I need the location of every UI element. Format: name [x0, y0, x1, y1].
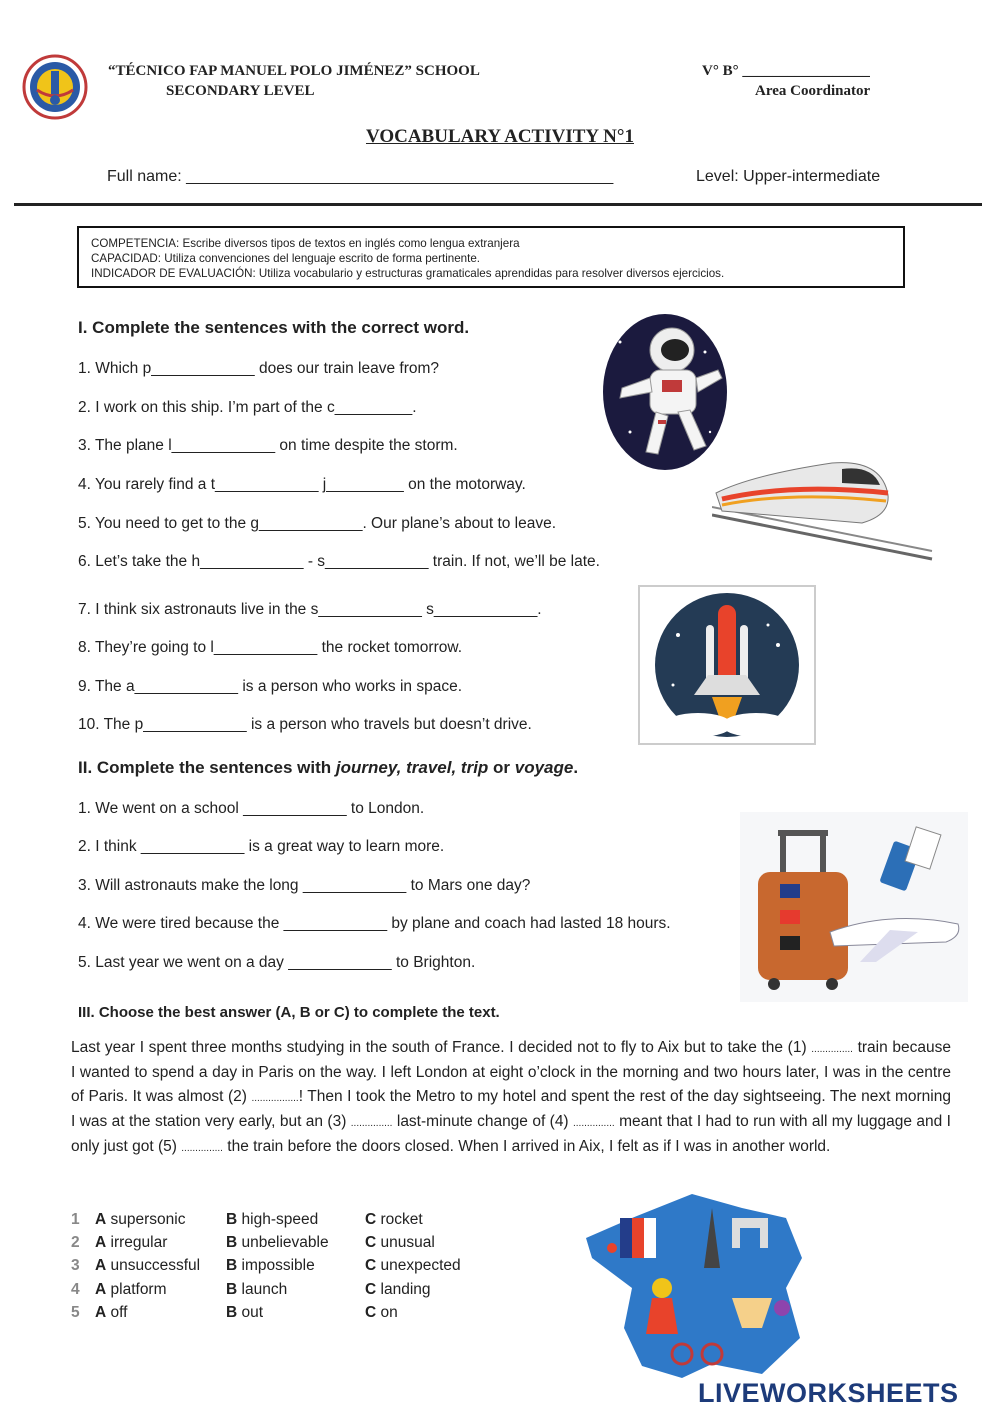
school-level: SECONDARY LEVEL	[166, 83, 315, 99]
gap-2[interactable]: .................	[251, 1092, 299, 1104]
option-c[interactable]: C landing	[365, 1281, 431, 1298]
level-label: Level: Upper-intermediate	[696, 168, 881, 185]
approval-line: V° B° _________________	[702, 63, 870, 79]
section-1-item[interactable]: 5. You need to get to the g____________. Our plane’s about to leave.	[78, 515, 557, 532]
section-1-item[interactable]: 6. Let’s take the h____________ - s____________ train. If not, we’ll be late.	[78, 553, 600, 570]
section-1-item[interactable]: 9. The a____________ is a person who works in space.	[78, 678, 463, 695]
section-2-title: II. Complete the sentences with journey, travel, trip or voyage.	[78, 758, 579, 777]
travel-image	[740, 812, 968, 1002]
section-2-item[interactable]: 5. Last year we went on a day ____________ to Brighton.	[78, 954, 476, 971]
options-row: 5	[71, 1304, 80, 1321]
gap-1[interactable]: ...............	[811, 1044, 853, 1055]
section-1-item[interactable]: 7. I think six astronauts live in the s____________ s____________.	[78, 601, 542, 618]
option-a[interactable]: A unsuccessful	[95, 1257, 201, 1274]
section-1-item[interactable]: 10. The p____________ is a person who travels but doesn’t drive.	[78, 716, 532, 733]
indicator-line: INDICADOR DE EVALUACIÓN: Utiliza vocabulario y estructuras gramaticales aprendidas para resolver diversos ejercicios.	[91, 267, 725, 280]
section-2-item[interactable]: 1. We went on a school ____________ to London.	[78, 800, 425, 817]
competency-line: COMPETENCIA: Escribe diversos tipos de textos en inglés como lengua extranjera	[91, 237, 520, 250]
section-1-item[interactable]: 1. Which p____________ does our train leave from?	[78, 360, 440, 377]
school-name: “TÉCNICO FAP MANUEL POLO JIMÉNEZ” SCHOOL	[108, 63, 480, 79]
section-2-item[interactable]: 2. I think ____________ is a great way to learn more.	[78, 838, 445, 855]
options-row: 3	[71, 1257, 80, 1274]
competency-box	[77, 226, 905, 288]
capacity-line: CAPACIDAD: Utiliza convenciones del lenguaje escrito de forma pertinente.	[91, 252, 481, 265]
section-1-item[interactable]: 8. They’re going to l____________ the rocket tomorrow.	[78, 639, 463, 656]
section-2-item[interactable]: 3. Will astronauts make the long ____________ to Mars one day?	[78, 877, 531, 894]
astronaut-image	[600, 312, 730, 472]
section-1-item[interactable]: 3. The plane l____________ on time despite the storm.	[78, 437, 458, 454]
liveworksheets-logo: LIVEWORKSHEETS	[698, 1378, 959, 1408]
gap-4[interactable]: ...............	[573, 1117, 615, 1129]
section-1-item[interactable]: 2. I work on this ship. I’m part of the c_________.	[78, 399, 417, 416]
school-logo	[22, 54, 88, 120]
divider	[14, 203, 982, 206]
section-2-item[interactable]: 4. We were tired because the ____________ by plane and coach had lasted 18 hours.	[78, 915, 671, 932]
option-c[interactable]: C unusual	[365, 1234, 435, 1251]
options-row: 4	[71, 1281, 80, 1298]
option-a[interactable]: A off	[95, 1304, 128, 1321]
rocket-image	[638, 585, 816, 745]
option-c[interactable]: C rocket	[365, 1211, 423, 1228]
full-name-field[interactable]: Full name: ________________________________________________	[107, 168, 614, 185]
gap-3[interactable]: ...............	[350, 1117, 393, 1129]
options-row: 2	[71, 1234, 80, 1251]
reading-text: Last year I spent three months studying in the south of France. I decided not to fly to Aix but to take the (1) ............... train because I wanted to spend a day in Paris on the way. I left London at eight o’clock in the morning and two hours later, I was in the centre of Paris. It was almost (2) .................! Then I took the Metro to my hotel and spent the rest of the day sightseeing. The next morning I was at the station very early, but an (3) ............... last-minute change of (4) ............... meant that I had to run with all my luggage and I only just got (5) ............... the train before the doors closed. When I arrived in Aix, I felt as if I was in another world.	[71, 1039, 951, 1156]
page-title: VOCABULARY ACTIVITY N°1	[365, 126, 634, 147]
option-a[interactable]: A supersonic	[95, 1211, 186, 1228]
options-row: 1	[71, 1211, 80, 1228]
option-b[interactable]: B launch	[226, 1281, 288, 1298]
option-b[interactable]: B impossible	[226, 1257, 315, 1274]
train-image	[712, 455, 937, 573]
area-coordinator: Area Coordinator	[755, 83, 871, 99]
option-b[interactable]: B high-speed	[226, 1211, 319, 1228]
section-3-title: III. Choose the best answer (A, B or C) to complete the text.	[78, 1004, 500, 1021]
option-c[interactable]: C on	[365, 1304, 398, 1321]
option-b[interactable]: B out	[226, 1304, 264, 1321]
france-map-image	[572, 1188, 832, 1384]
option-a[interactable]: A platform	[95, 1281, 167, 1298]
option-c[interactable]: C unexpected	[365, 1257, 461, 1274]
section-1-item[interactable]: 4. You rarely find a t____________ j_________ on the motorway.	[78, 476, 526, 493]
option-b[interactable]: B unbelievable	[226, 1234, 329, 1251]
gap-5[interactable]: ...............	[181, 1143, 223, 1155]
option-a[interactable]: A irregular	[95, 1234, 168, 1251]
section-1-title: I. Complete the sentences with the correct word.	[78, 318, 470, 337]
